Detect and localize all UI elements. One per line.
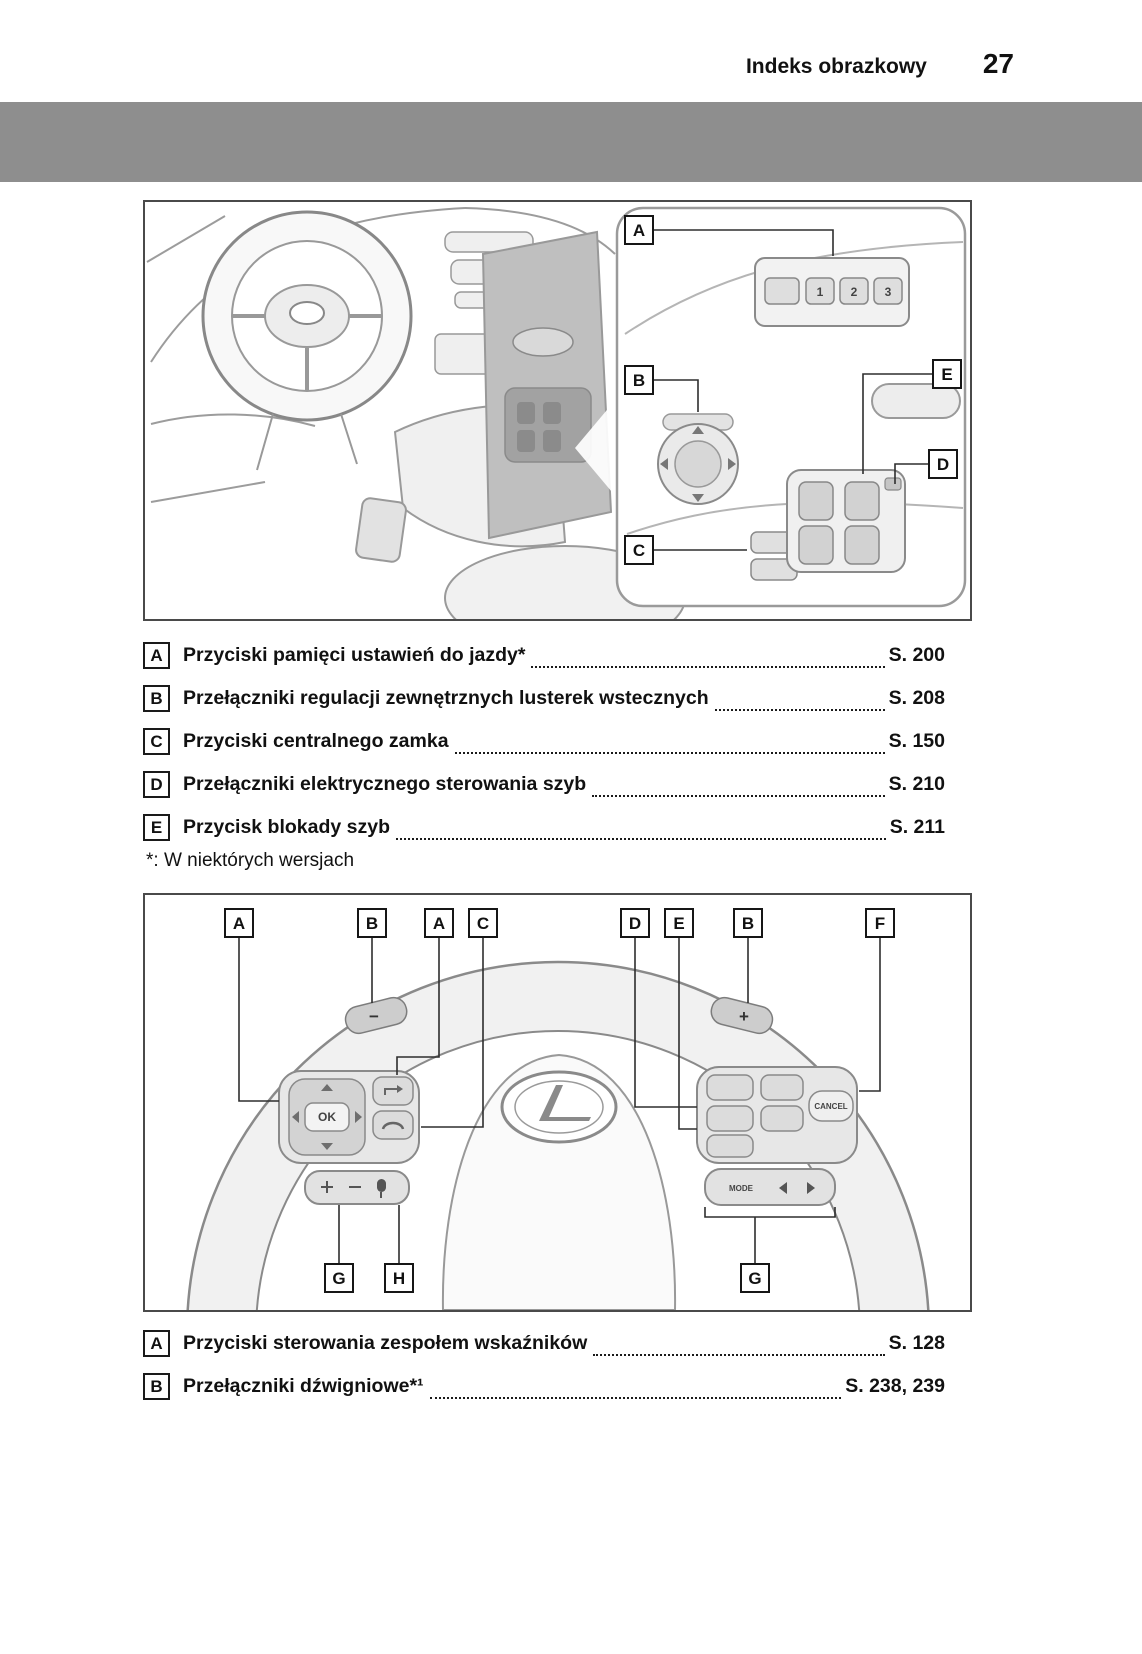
callout-h-label: H <box>392 1269 406 1288</box>
figure-steering-wheel-controls <box>143 893 972 1312</box>
door-inset <box>617 208 965 606</box>
legend-door-controls <box>143 634 972 849</box>
legend-label: Przycisk blokady szyb <box>183 816 391 838</box>
seat-memory-buttons <box>755 258 909 326</box>
legend-key: B <box>143 685 170 712</box>
callout-g2-label: G <box>748 1269 762 1288</box>
ok-button-label: OK <box>318 1110 336 1124</box>
callout-f-label: F <box>874 914 886 933</box>
dotted-leader <box>396 838 886 840</box>
memory-button-1-label: 1 <box>816 285 824 299</box>
mirror-control <box>658 414 738 504</box>
legend-page-ref: S. 128 <box>888 1332 945 1354</box>
callout-e-label: E <box>673 914 685 933</box>
dotted-leader <box>593 1354 884 1356</box>
callout-a1-label: A <box>232 914 246 933</box>
right-spoke-controls <box>697 1067 857 1205</box>
callout-d-label: D <box>628 914 642 933</box>
figure-interior-door-controls <box>143 200 972 621</box>
legend-key: B <box>143 1373 170 1400</box>
steering-wheel-sketch <box>203 212 411 470</box>
section-divider-band <box>0 102 1142 182</box>
callout-e-label: E <box>941 365 953 384</box>
legend-page-ref: S. 211 <box>889 816 945 838</box>
legend-key: A <box>143 642 170 669</box>
window-lock-button <box>885 478 901 490</box>
page-number: 27 <box>982 48 1014 79</box>
mode-buttons <box>705 1169 835 1205</box>
legend-page-ref: S. 210 <box>888 773 945 795</box>
legend-label: Przełączniki regulacji zewnętrznych lusterek wstecznych <box>183 687 709 709</box>
legend-page-ref: S. 238, 239 <box>845 1375 945 1397</box>
mode-button-label: MODE <box>729 1184 753 1193</box>
mic-icon <box>377 1179 386 1192</box>
callout-c-label: C <box>632 541 646 560</box>
legend-item <box>143 720 972 763</box>
dotted-leader <box>455 752 885 754</box>
legend-label: Przełączniki dźwigniowe*¹ <box>183 1375 424 1397</box>
minus-paddle-label: − <box>369 1007 379 1026</box>
legend-key: C <box>143 728 170 755</box>
legend-steering-wheel <box>143 1322 972 1408</box>
door-panel-sketch <box>483 232 617 538</box>
page-header <box>0 48 1142 80</box>
steering-wheel-illustration <box>145 895 970 1310</box>
legend-label: Przyciski pamięci ustawień do jazdy* <box>183 644 526 666</box>
dotted-leader <box>592 795 884 797</box>
callout-g1-label: G <box>332 1269 346 1288</box>
footnote: *: W niektórych wersjach <box>146 850 355 871</box>
legend-page-ref: S. 200 <box>888 644 945 666</box>
interior-illustration <box>145 202 970 619</box>
callout-b-label: B <box>632 371 646 390</box>
callout-d-label: D <box>936 455 950 474</box>
legend-key: E <box>143 814 170 841</box>
plus-paddle-label: + <box>739 1007 749 1026</box>
dotted-leader <box>430 1397 842 1399</box>
callout-c-label: C <box>476 914 490 933</box>
lexus-logo <box>502 1072 616 1142</box>
legend-item <box>143 677 972 720</box>
cancel-button-label: CANCEL <box>814 1102 848 1111</box>
legend-item <box>143 763 972 806</box>
legend-page-ref: S. 208 <box>888 687 945 709</box>
callout-a-label: A <box>632 221 646 240</box>
legend-label: Przyciski sterowania zespołem wskaźników <box>183 1332 588 1354</box>
back-button <box>373 1077 413 1105</box>
legend-item <box>143 806 972 849</box>
left-spoke-controls <box>279 1071 419 1204</box>
legend-item <box>143 1365 972 1408</box>
legend-label: Przełączniki elektrycznego sterowania szyb <box>183 773 587 795</box>
window-switches <box>787 470 905 572</box>
memory-button-3-label: 3 <box>884 285 892 299</box>
phone-button <box>373 1111 413 1139</box>
callout-b1-label: B <box>365 914 379 933</box>
page-title: Indeks obrazkowy <box>745 55 927 78</box>
callout-b2-label: B <box>741 914 755 933</box>
door-handle <box>872 384 960 418</box>
dotted-leader <box>531 666 884 668</box>
legend-page-ref: S. 150 <box>888 730 945 752</box>
memory-button-2-label: 2 <box>850 285 858 299</box>
legend-item <box>143 634 972 677</box>
legend-key: A <box>143 1330 170 1357</box>
legend-label: Przyciski centralnego zamka <box>183 730 449 752</box>
legend-item <box>143 1322 972 1365</box>
callout-a2-label: A <box>432 914 446 933</box>
legend-key: D <box>143 771 170 798</box>
dotted-leader <box>715 709 885 711</box>
